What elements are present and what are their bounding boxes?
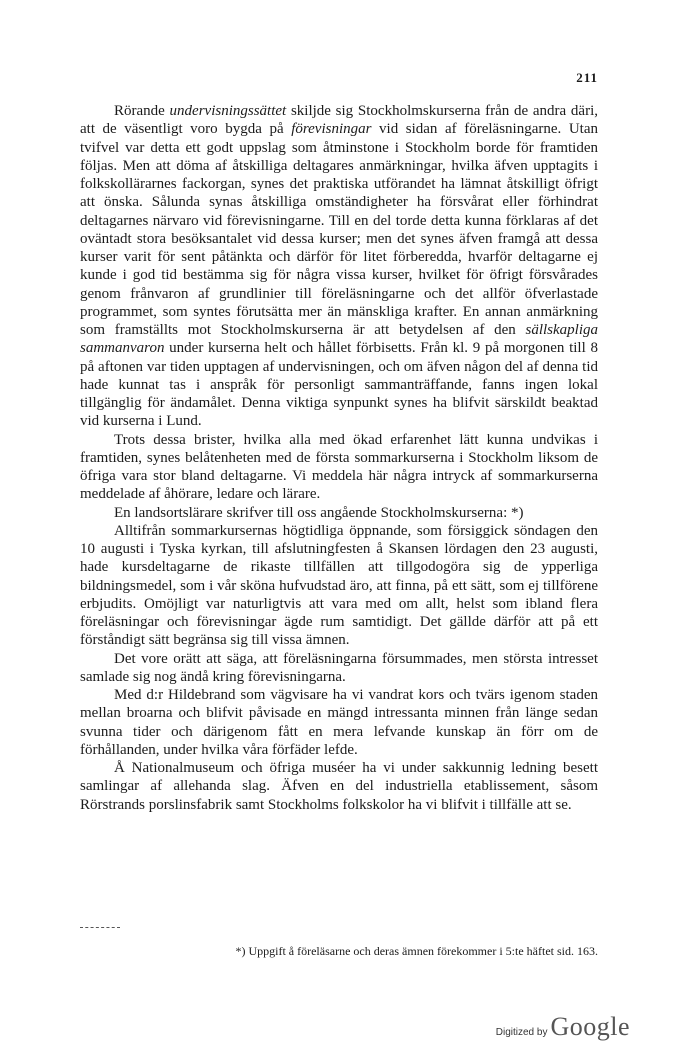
text-run: En landsortslärare skrifver till oss angående Stockholmskurserna: *) [114,504,524,521]
italic-phrase: undervisningssättet [169,103,287,119]
italic-phrase: förevisningar [291,121,372,138]
paragraph [80,650,598,687]
body-text [80,102,598,814]
text-run: Med d:r Hildebrand som vägvisare ha vi vandrat kors och tvärs igenom staden mellan broarna och blifvit påvisade en mängd intressanta minnen från länge sedan svunna tider och därigenom fått en mera lefvande kunskap än förr om de förhållanden, under hvilka våra förfäder lefde. [80,687,598,758]
digitized-by-google-watermark [470,1012,630,1042]
paragraph [80,686,598,759]
text-run: Alltifrån sommarkursernas högtidliga öppnande, som försiggick söndagen den 10 augusti i Tyska kyrkan, till afslutningfesten å Skansen lördagen den 23 augusti, hade kursdeltagarne de rikaste tillfällen att tillgodogöra sig de ypperliga bildningsmedel, som i vår sköna hufvudstad äro, att finna, på ett sätt, som ej tillförene erbjudits. Omöjligt var naturligtvis att vara med om allt, helst som ibland flera föreläsningar och förevisningar ägde rum samtidigt. Det gällde därför att på ett förståndigt sätt begränsa sig till vissa ämnen. [80,522,598,649]
paragraph [80,102,598,431]
text-run: under kurserna helt och hållet förbisetts. Från kl. 9 på morgonen till 8 på aftonen var tiden upptagen af undervisningen, och om äfven någon del af denna tid hade kunnat tas i anspråk för personligt sammanträffande, fanns ingen lokal tillgänglig för ändamålet. Denna viktiga synpunkt synes ha blifvit särskildt beaktad vid kurserna i Lund. [80,340,598,430]
text-run: Det vore orätt att säga, att föreläsningarna försummades, men största intresset samlade sig nog ändå kring förevisningarna. [80,650,598,685]
footnote-divider [80,927,120,928]
text-run: Trots dessa brister, hvilka alla med ökad erfarenhet lätt kunna undvikas i framtiden, synes belåtenheten med de första sommarkurserna i Stockholm liksom de öfriga vara stor bland deltagarne. Vi meddela här några intryck af sommarkurserna meddelade af åhörare, ledare och lärare. [80,431,598,503]
watermark-prefix: Digitized by [495,1027,548,1038]
text-run: vid sidan af föreläsningarne. Utan tvifvel var detta ett godt uppslag som åtminstone i Stockholm borde för framtiden följas. Men att döma af åtskilliga deltagares anmärkningar, hvilka äfven upptagits i folkskollärarnes fackorgan, synes det praktiska utförandet ha lämnat åtskilligt öfrigt att önska. Sålunda synas åtskilliga omständigheter ha försvårat eller förhindrat deltagarnes närvaro vid förevisningarne. Till en del torde detta kunna förklaras af det oväntadt stora besöksantalet vid dessa kurser; men det synes äfven framgå att dessa kurser varit för sent påtänkta och därför för litet förberedda, hvarför deltagarne ej kunde i god tid bestämma sig för några vissa kurser, hvilket för öfrigt försvårades genom frånvaron af grundlinier till föreläsningarne och det allför öfverlastade programmet, som syntes förutsätta mer än mänskliga krafter. En annan anmärkning som framställts mot Stockholmskurserna är att betydelsen af den [80,121,598,338]
google-logo: Google [550,1012,630,1041]
paragraph [80,759,598,814]
footnote: *) Uppgift å föreläsarne och deras ämnen förekommer i 5:te häftet sid. 163. [235,944,598,958]
text-run: Å Nationalmuseum och öfriga muséer ha vi under sakkunnig ledning besett samlingar af allehanda slag. Äfven en del industriella etablissement, såsom Rörstrands porslinsfabrik samt Stockholms folkskolor ha vi blifvit i tillfälle att se. [80,760,598,813]
page-number: 211 [576,70,598,85]
text-run: skiljde sig Stockholmskurserna från de andra däri, att de väsentligt voro bygda på [80,103,598,138]
paragraph [80,431,598,504]
text-run: Rörande [114,103,170,119]
italic-phrase: sällskapliga sammanvaron [80,322,598,357]
paragraph [80,504,598,522]
paragraph [80,522,598,650]
